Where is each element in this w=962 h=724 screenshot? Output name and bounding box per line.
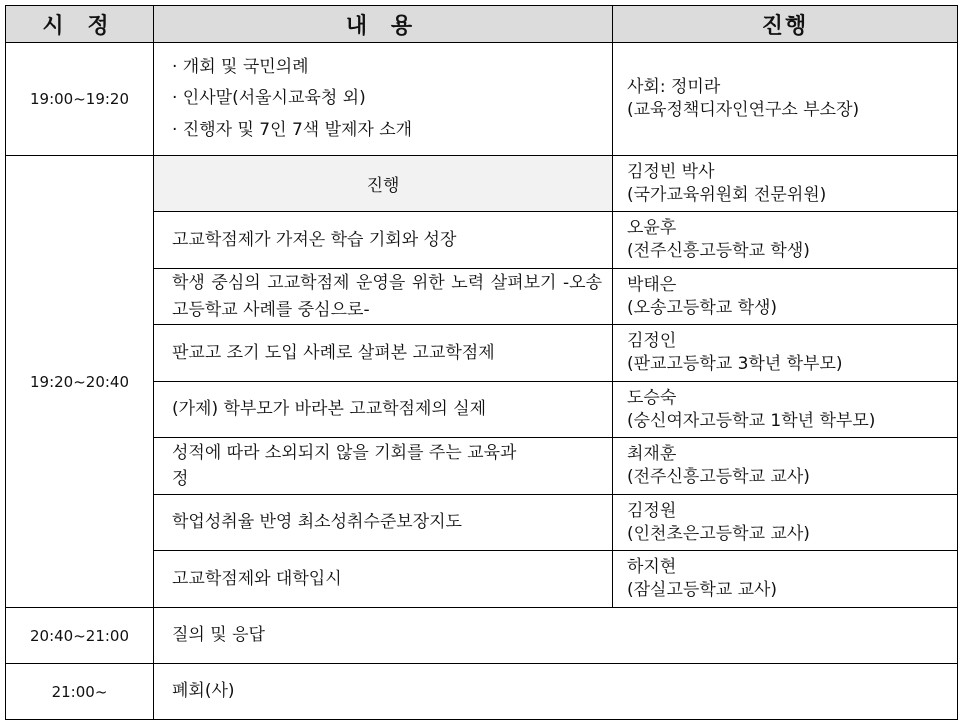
presenter-affiliation: (숭신여자고등학교 1학년 학부모) xyxy=(627,410,876,431)
talk-title: 고교학점제가 가져온 학습 기회와 성장 xyxy=(154,212,613,269)
talk-title: 고교학점제와 대학입시 xyxy=(154,551,613,608)
qa-time: 20:40~21:00 xyxy=(6,608,154,664)
talk-presenter xyxy=(613,438,958,495)
closing-row xyxy=(6,664,958,720)
presenter-affiliation: (인천초은고등학교 교사) xyxy=(627,523,810,544)
opening-time: 19:00~19:20 xyxy=(6,43,154,156)
presenter-name: 오윤후 xyxy=(627,218,677,239)
presenter-name: 도승숙 xyxy=(627,387,677,408)
host-name: 사회: 정미라 xyxy=(627,77,721,98)
talk-presenter xyxy=(613,325,958,382)
talk-presenter xyxy=(613,269,958,325)
moderator-row xyxy=(6,156,958,212)
header-progress: 진행 xyxy=(613,6,958,43)
presenter-name: 김정인 xyxy=(627,331,677,352)
talk-title: 학업성취율 반영 최소성취수준보장지도 xyxy=(154,495,613,551)
presenter-name: 최재훈 xyxy=(627,444,677,465)
presenter-affiliation: (판교고등학교 3학년 학부모) xyxy=(627,354,843,374)
closing-label: 폐회(사) xyxy=(154,664,958,720)
presenter-name: 김정원 xyxy=(627,500,677,521)
talk-title: 성적에 따라 소외되지 않을 기회를 주는 교육과정 xyxy=(154,438,613,495)
opening-item: · 인사말(서울시교육청 외) xyxy=(172,88,366,109)
talk-title: (가제) 학부모가 바라본 고교학점제의 실제 xyxy=(154,382,613,438)
opening-row xyxy=(6,43,958,156)
moderator xyxy=(613,156,958,212)
presenter-affiliation: (오송고등학교 학생) xyxy=(627,297,778,318)
opening-item: · 진행자 및 7인 7색 발제자 소개 xyxy=(172,119,413,140)
presenter-affiliation: (잠실고등학교 교사) xyxy=(627,580,778,600)
presenter-name: 하지현 xyxy=(627,557,677,578)
closing-time: 21:00~ xyxy=(6,664,154,720)
talk-presenter xyxy=(613,495,958,551)
talk-title: 학생 중심의 고교학점제 운영을 위한 노력 살펴보기 -오송고등학교 사례를 중심으로- xyxy=(154,269,613,325)
header-time: 시 정 xyxy=(6,6,154,43)
talk-presenter xyxy=(613,551,958,608)
opening-host xyxy=(613,43,958,156)
presenter-affiliation: (전주신흥고등학교 교사) xyxy=(627,467,810,487)
opening-items xyxy=(154,43,613,156)
schedule-table xyxy=(5,5,958,720)
presenter-affiliation: (전주신흥고등학교 학생) xyxy=(627,241,810,261)
talk-presenter xyxy=(613,382,958,438)
host-affiliation: (교육정책디자인연구소 부소장) xyxy=(627,100,860,120)
moderator-label: 진행 xyxy=(154,156,613,212)
qa-label: 질의 및 응답 xyxy=(154,608,958,664)
talk-presenter xyxy=(613,212,958,269)
talk-title: 판교고 조기 도입 사례로 살펴본 고교학점제 xyxy=(154,325,613,382)
main-session-time: 19:20~20:40 xyxy=(6,156,154,608)
moderator-name: 김정빈 박사 xyxy=(627,161,715,182)
header-content: 내 용 xyxy=(154,6,613,43)
presenter-name: 박태은 xyxy=(627,274,677,295)
header-row xyxy=(6,6,958,43)
qa-row xyxy=(6,608,958,664)
opening-item: · 개회 및 국민의례 xyxy=(172,56,309,77)
moderator-affiliation: (국가교육위원회 전문위원) xyxy=(627,184,827,205)
